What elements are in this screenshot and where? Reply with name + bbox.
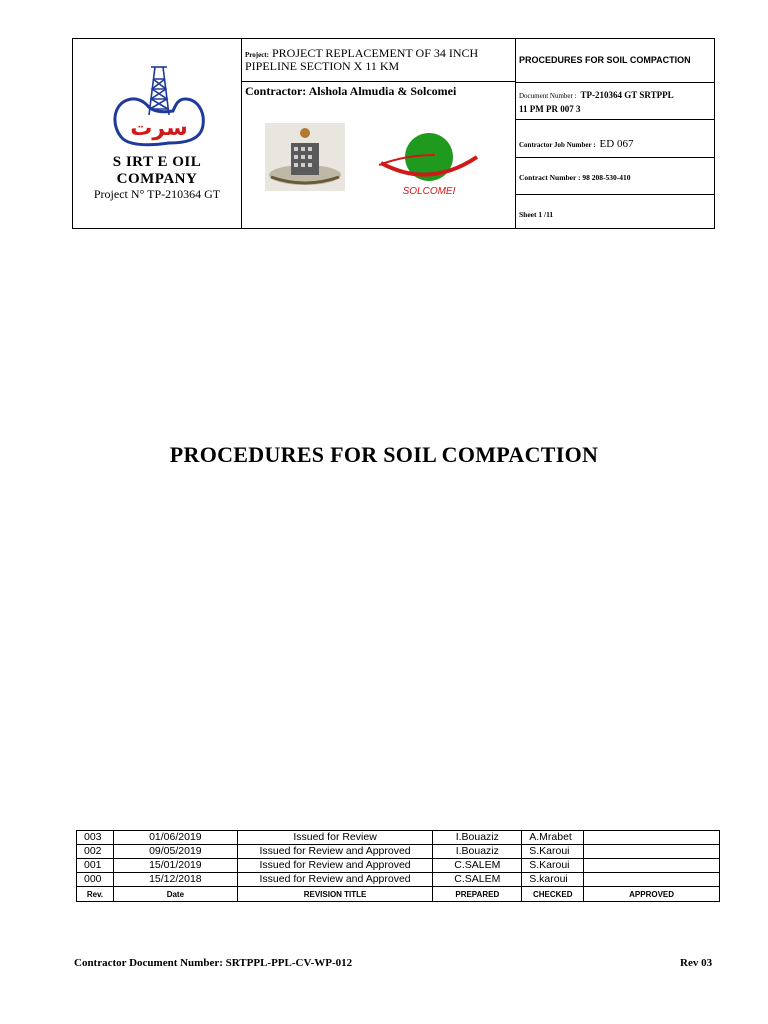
title-cell: Issued for Review and Approved	[237, 845, 433, 859]
contractor-name: Contractor: Alshola Almudia & Solcomei	[245, 84, 457, 98]
prepared-cell: C.SALEM	[433, 873, 522, 887]
document-number	[519, 88, 714, 115]
contractor-job-row	[515, 120, 714, 158]
revision-title-header: REVISION TITLE	[237, 887, 433, 902]
document-number-label: Document Number :	[519, 92, 577, 100]
doc-title: PROCEDURES FOR SOIL COMPACTION	[519, 55, 691, 65]
contractor-job	[519, 134, 633, 152]
rev-header: Rev.	[77, 887, 114, 902]
approved-cell	[584, 859, 720, 873]
contractor-job-label: Contractor Job Number :	[519, 141, 596, 149]
checked-cell: S.Karoui	[522, 845, 584, 859]
title-cell: Issued for Review	[237, 831, 433, 845]
revision-table	[76, 830, 720, 902]
rev-cell: 001	[77, 859, 114, 873]
table-row	[77, 859, 720, 873]
date-cell: 01/06/2019	[113, 831, 237, 845]
project-label: Project:	[245, 51, 269, 59]
rev-cell: 002	[77, 845, 114, 859]
alshola-logo	[265, 123, 345, 191]
project-title-line2: PIPELINE SECTION X 11 KM	[245, 59, 400, 73]
table-row	[77, 831, 720, 845]
document-header	[72, 38, 715, 229]
title-cell: Issued for Review and Approved	[237, 873, 433, 887]
logo-arabic-text: سرت	[130, 116, 188, 141]
document-number-row	[515, 83, 714, 120]
project-cell	[241, 39, 516, 228]
document-number-value-2: 11 PM PR 007 3	[519, 104, 581, 114]
sheet-number: Sheet 1 /11	[519, 210, 554, 219]
prepared-header: PREPARED	[433, 887, 522, 902]
approved-cell	[584, 831, 720, 845]
approved-cell	[584, 845, 720, 859]
document-info-cell	[515, 39, 714, 228]
approved-cell	[584, 873, 720, 887]
title-cell: Issued for Review and Approved	[237, 859, 433, 873]
rev-cell: 000	[77, 873, 114, 887]
prepared-cell: C.SALEM	[433, 859, 522, 873]
prepared-cell: I.Bouaziz	[433, 831, 522, 845]
date-cell: 15/12/2018	[113, 873, 237, 887]
checked-header: CHECKED	[522, 887, 584, 902]
checked-cell: S.Karoui	[522, 859, 584, 873]
project-number: Project N° TP-210364 GT	[93, 187, 221, 201]
table-header-row	[77, 887, 720, 902]
footer-revision: Rev 03	[680, 957, 713, 969]
solcomei-logo	[375, 129, 483, 199]
checked-cell: A.Mrabet	[522, 831, 584, 845]
company-name-line1: S IRT E OIL	[112, 154, 202, 170]
table-row	[77, 873, 720, 887]
checked-cell: S.karoui	[522, 873, 584, 887]
doc-title-row	[515, 39, 714, 83]
prepared-cell: I.Bouaziz	[433, 845, 522, 859]
rev-cell: 003	[77, 831, 114, 845]
date-cell: 15/01/2019	[113, 859, 237, 873]
contractor-job-value: ED 067	[599, 138, 634, 150]
project-title-line1: PROJECT REPLACEMENT OF 34 INCH	[271, 46, 479, 60]
approved-header: APPROVED	[584, 887, 720, 902]
main-title: PROCEDURES FOR SOIL COMPACTION	[169, 442, 599, 467]
document-number-value-1: TP-210364 GT SRTPPL	[580, 90, 674, 100]
contract-number-row	[515, 158, 714, 195]
date-header: Date	[113, 887, 237, 902]
company-name-line2: COMPANY	[116, 171, 198, 187]
divider	[241, 81, 515, 82]
footer-document-number: Contractor Document Number: SRTPPL-PPL-CV-WP-012	[74, 957, 353, 969]
table-row	[77, 845, 720, 859]
sirte-oil-logo	[111, 65, 207, 147]
date-cell: 09/05/2019	[113, 845, 237, 859]
company-cell	[73, 39, 242, 228]
solcomei-logo-text: SOLCOMEI	[402, 186, 456, 197]
contract-number: Contract Number : 98 208-530-410	[519, 173, 631, 182]
